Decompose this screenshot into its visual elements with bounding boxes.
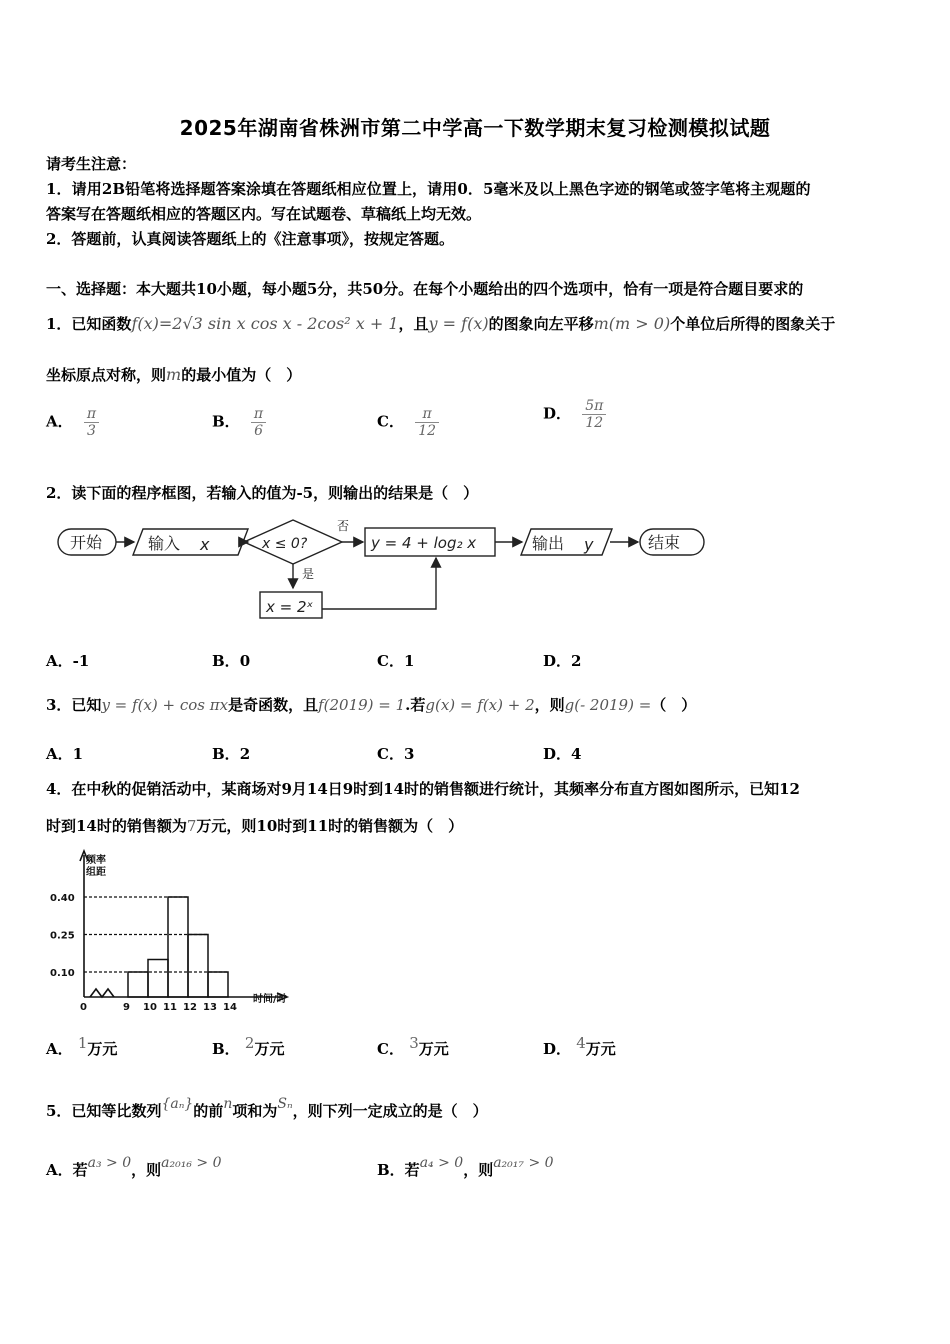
question-3-text [46, 694, 696, 715]
option-value: 3 [403, 745, 415, 763]
frac-num: π [415, 406, 439, 423]
program-flowchart [50, 512, 720, 622]
q5-sequence: {aₙ} [161, 1096, 194, 1112]
q5-sn: Sₙ [277, 1096, 293, 1112]
option-value: 4 [576, 1034, 586, 1052]
q5-text-1: 的前 [193, 1102, 224, 1120]
question-1-line-1 [46, 313, 835, 334]
option-label: A． [46, 1040, 73, 1058]
q5-option-a[interactable] [46, 1155, 222, 1180]
q1-option-d[interactable] [543, 398, 606, 431]
x-tick-label: 0 [80, 1002, 87, 1013]
option-label: A． [46, 652, 73, 670]
q1-m: m [166, 365, 182, 384]
q4-option-a[interactable] [46, 1034, 117, 1059]
q4-seven: 7 [186, 817, 197, 835]
option-then: ，则 [131, 1161, 162, 1179]
axis-break [90, 989, 114, 997]
q3-option-b[interactable] [212, 743, 250, 764]
histogram-bar [208, 972, 228, 997]
option-label: D． [543, 745, 572, 763]
q2-option-d[interactable] [543, 650, 581, 671]
option-label: B．若 [377, 1161, 420, 1179]
frac-num: π [251, 406, 266, 423]
flow-no-label: 否 [337, 519, 350, 533]
q3-text-4: （ ） [651, 696, 697, 714]
q3-option-a[interactable] [46, 743, 83, 764]
option-label: D． [543, 404, 572, 423]
frac-den: 3 [87, 423, 96, 439]
histogram-bar [128, 972, 148, 997]
q3-formula-2: f(2019) = 1 [318, 696, 406, 714]
q1-number: 1．已知函数 [46, 315, 132, 333]
q5-text-2: 项和为 [232, 1102, 278, 1120]
option-label: B． [212, 412, 240, 431]
flow-output-var: y [584, 535, 594, 554]
option-label: B． [212, 1040, 240, 1058]
option-label: C． [377, 412, 404, 431]
x-tick-label: 11 [163, 1002, 177, 1013]
q2-option-c[interactable] [377, 650, 414, 671]
section-heading: 一、选择题：本大题共10小题，每小题5分，共50分。在每个小题给出的四个选项中，恰有一项是符合题目要求的 [46, 280, 804, 298]
q1-formula-2: y = f(x) [428, 314, 489, 333]
frac-num: 5π [582, 398, 606, 415]
histogram-bar [188, 935, 208, 998]
x-tick-label: 14 [223, 1002, 237, 1013]
option-label: B． [212, 745, 240, 763]
q3-formula-3: g(x) = f(x) + 2 [425, 696, 535, 714]
q2-option-b[interactable] [212, 650, 250, 671]
frequency-histogram [48, 845, 308, 1013]
option-value: 0 [239, 652, 251, 670]
option-conclusion: a₂₀₁₇ > 0 [493, 1155, 554, 1171]
frac-den: 12 [585, 415, 604, 431]
page-title: 2025年湖南省株洲市第二中学高一下数学期末复习检测模拟试题 [179, 116, 771, 140]
q3-option-d[interactable] [543, 743, 581, 764]
option-value: 2 [571, 652, 582, 670]
histogram-bar [148, 960, 168, 998]
q3-number: 3．已知 [46, 696, 102, 714]
option-value: 3 [409, 1034, 419, 1052]
q1-option-b[interactable] [212, 406, 266, 439]
q1-line2-b: 的最小值为（ ） [181, 366, 302, 384]
x-tick-label: 9 [123, 1002, 130, 1013]
flow-yes-label: 是 [302, 567, 315, 581]
q1-option-c[interactable] [377, 406, 439, 439]
option-unit: 万元 [254, 1040, 285, 1058]
option-label: C． [377, 652, 404, 670]
x-tick-label: 13 [203, 1002, 217, 1013]
option-then: ，则 [463, 1161, 494, 1179]
question-2-text: 2．读下面的程序框图，若输入的值为-5，则输出的结果是（ ） [46, 484, 479, 502]
q1-formula-3: m(m > 0) [593, 314, 671, 333]
notice-line-2: 答案写在答题纸相应的答题区内。写在试题卷、草稿纸上均无效。 [46, 205, 482, 223]
y-tick-label: 0.10 [50, 968, 75, 979]
y-axis-label-bottom: 组距 [86, 867, 106, 878]
q5-n: n [223, 1096, 233, 1112]
flow-end-label: 结束 [648, 533, 681, 552]
option-condition: a₃ > 0 [87, 1155, 132, 1171]
question-1-line-2 [46, 364, 301, 385]
q4-line2-b: 万元，则10时到11时的销售额为（ ） [196, 817, 464, 835]
question-4-line-2 [46, 815, 463, 836]
option-label: D． [543, 652, 572, 670]
option-label: C． [377, 1040, 404, 1058]
option-unit: 万元 [418, 1040, 449, 1058]
q3-text-2: .若 [405, 696, 426, 714]
q3-text-1: 是奇函数，且 [228, 696, 319, 714]
q1-formula: f(x)=2√3 sin x cos x - 2cos² x + 1 [131, 314, 399, 333]
option-label: B． [212, 652, 240, 670]
y-tick-label: 0.25 [50, 930, 75, 942]
frac-num: π [84, 406, 99, 423]
flow-input-label: 输入 [148, 534, 181, 553]
frac-den: 12 [418, 423, 437, 439]
flow-condition-label: x ≤ 0? [262, 536, 308, 552]
option-value: -1 [72, 652, 90, 670]
option-condition: a₄ > 0 [419, 1155, 464, 1171]
x-tick-label: 10 [143, 1002, 157, 1013]
x-tick-label: 12 [183, 1002, 197, 1013]
option-conclusion: a₂₀₁₆ > 0 [161, 1155, 222, 1171]
q3-text-3: ，则 [534, 696, 565, 714]
option-label: A．若 [46, 1161, 88, 1179]
y-axis-label-top: 频率 [86, 855, 106, 866]
histogram-bar [168, 897, 188, 997]
flow-input-var: x [200, 535, 210, 554]
q4-option-c[interactable] [377, 1034, 449, 1059]
flow-start-label: 开始 [70, 533, 103, 552]
notice-line-3: 2．答题前，认真阅读答题纸上的《注意事项》，按规定答题。 [46, 230, 454, 248]
q1-option-a[interactable] [46, 406, 99, 439]
q5-option-b[interactable] [377, 1155, 554, 1180]
option-value: 1 [403, 652, 415, 670]
q3-formula-4: g(- 2019) = [564, 696, 652, 714]
q1-line2-a: 坐标原点对称，则 [46, 366, 167, 384]
q2-option-a[interactable] [46, 650, 89, 671]
q4-option-b[interactable] [212, 1034, 284, 1059]
option-value: 2 [244, 1034, 255, 1052]
notice-line-1: 1．请用2B铅笔将选择题答案涂填在答题纸相应位置上，请用0．5毫米及以上黑色字迹的钢笔或签字笔将主观题的 [46, 180, 811, 198]
option-label: A． [46, 412, 73, 431]
question-4-line-1: 4．在中秋的促销活动中，某商场对9月14日9时到14时的销售额进行统计，其频率分布直方图如图所示，已知12 [46, 780, 800, 798]
flow-assign-x-label: x = 2ˣ [266, 598, 314, 616]
option-label: A． [46, 745, 73, 763]
q1-text-3: 个单位后所得的图象关于 [670, 315, 836, 333]
q5-text-3: ，则下列一定成立的是（ ） [292, 1102, 488, 1120]
q3-option-c[interactable] [377, 743, 414, 764]
q4-line2-a: 时到14时的销售额为 [46, 817, 187, 835]
option-value: 4 [571, 745, 582, 763]
q1-text-2: 的图象向左平移 [488, 315, 594, 333]
notice-heading: 请考生注意： [46, 155, 137, 173]
y-tick-label: 0.40 [50, 893, 75, 904]
option-value: 1 [72, 745, 84, 763]
flow-output-label: 输出 [532, 534, 565, 553]
q1-text-mid: ，且 [398, 315, 429, 333]
q4-option-d[interactable] [543, 1034, 616, 1059]
q3-formula-1: y = f(x) + cos πx [101, 696, 229, 714]
q5-number: 5．已知等比数列 [46, 1102, 162, 1120]
option-value: 1 [77, 1034, 88, 1052]
question-5-text [46, 1096, 488, 1121]
option-unit: 万元 [87, 1040, 118, 1058]
option-label: D． [543, 1040, 572, 1058]
option-label: C． [377, 745, 404, 763]
frac-den: 6 [254, 423, 263, 439]
x-axis-label: 时间/时 [253, 994, 287, 1005]
option-value: 2 [239, 745, 251, 763]
option-unit: 万元 [585, 1040, 616, 1058]
flow-assign-y-label: y = 4 + log₂ x [371, 534, 477, 552]
